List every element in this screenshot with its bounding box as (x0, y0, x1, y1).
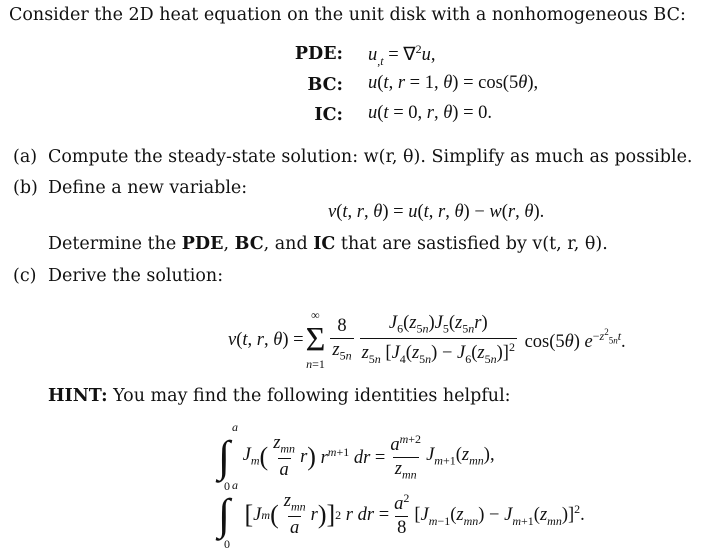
identity-1: a ∫ 0 $J_m$ ( $\frac{z_{mn}}{a}$ r ) $r^{m+1}$ dr = $\frac{a^{m+2}}{z_{mn}}$ $J_{m+1}(z_{mn})$, (218, 420, 495, 493)
ic-equation: u(t = 0, r, θ) = 0. (368, 103, 493, 123)
solution-formula: v(t, r, θ) = ∞ Σ n=1 $\frac{8}{z_{5n}}$ $\frac{J_6(z_{5n})J_5(z_{5n}r)}{z_{5n} [J_4(z_{5n}) - J_6(z_{5n})]^2}$ cos(5θ) $e^{-z^2_{5n}t}$. (228, 308, 626, 371)
v-definition: v(t, r, θ) = u(t, r, θ) − w(r, θ). (328, 202, 545, 222)
intro-text: Consider the 2D heat equation on the unit disk with a nonhomogeneous BC: (9, 5, 686, 25)
part-b-determine: Determine the PDE, BC, and IC that are sastisfied by v(t, r, θ). (48, 234, 608, 254)
hint-line: HINT: You may find the following identities helpful: (48, 386, 511, 406)
bc-label: BC: (307, 75, 343, 95)
part-a-label: (a) (13, 147, 38, 167)
part-b-label: (b) (13, 178, 38, 198)
pde-equation: $u_{,t} = \nabla^2u$, (368, 42, 436, 68)
identity-2: a ∫ 0 [ J m ( $\frac{z_{mn}}{a}$ r ) ] 2 r dr = $\frac{a^2}{8}$ $[J_{m-1}(z_{mn}) - J_{m+1}(z_{mn})]^2$. (218, 478, 585, 551)
pde-label: PDE: (294, 44, 343, 64)
part-c-text: Derive the solution: (48, 266, 224, 286)
ic-label: IC: (314, 105, 343, 125)
part-a-text: Compute the steady-state solution: w(r, θ). Simplify as much as possible. (48, 147, 693, 167)
part-b-text: Define a new variable: (48, 178, 248, 198)
bc-equation: u(t, r = 1, θ) = cos(5θ), (368, 73, 539, 93)
part-c-label: (c) (13, 266, 37, 286)
